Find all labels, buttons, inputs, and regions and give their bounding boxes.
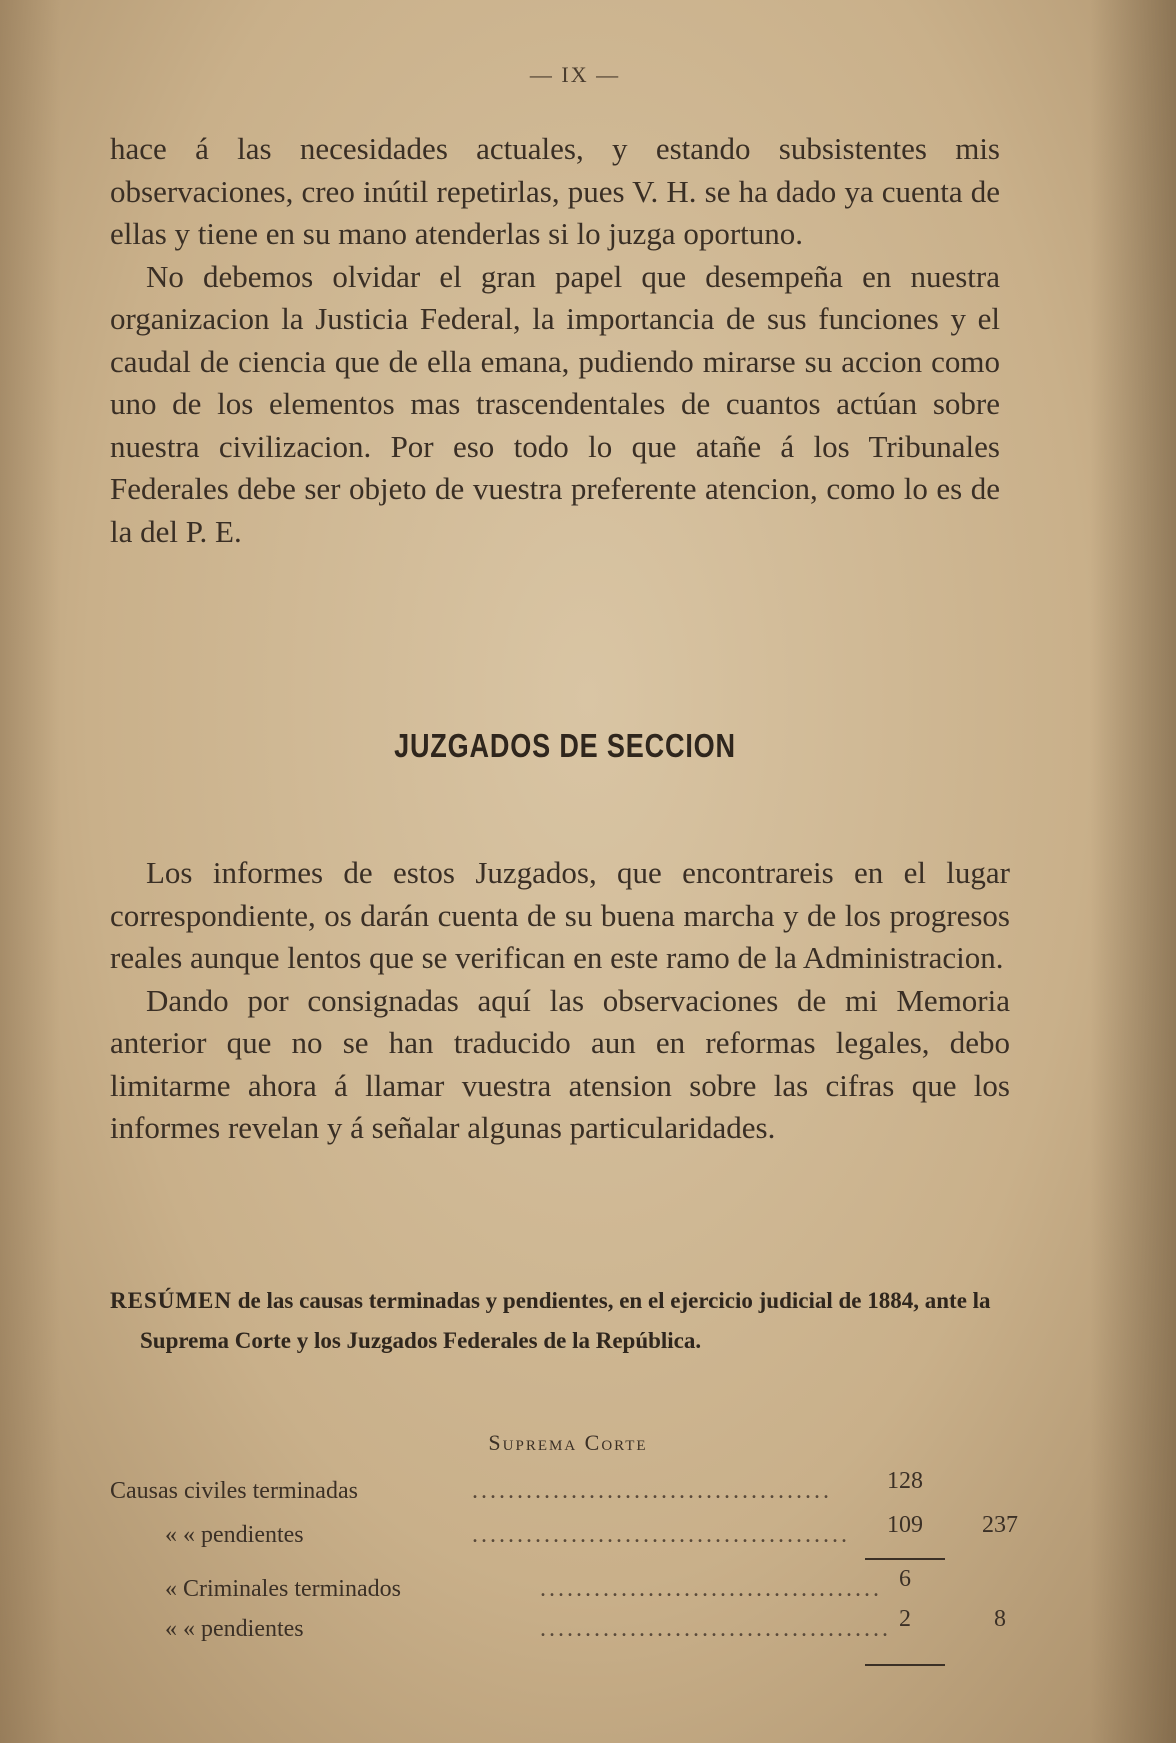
- row-label: « « pendientes: [165, 1616, 304, 1642]
- row-total: 8: [994, 1606, 1006, 1632]
- row-leader: ......................................: [540, 1576, 882, 1602]
- text-block-section: [110, 852, 1010, 1150]
- row-total: 237: [982, 1512, 1018, 1538]
- paragraph: No debemos olvidar el gran papel que desempeña en nuestra organizacion la Justicia Federal, la importancia de sus funciones y el caudal de ciencia que de ella emana, pudiendo mirarse su accion como uno de los elementos mas trascendentales de cuantos actúan sobre nuestra civilizacion. Por eso todo lo que atañe á los Tribunales Federales debe ser objeto de vuestra preferente atencion, como lo es de la del P. E.: [110, 258, 1000, 549]
- section-heading: JUZGADOS DE SECCION: [394, 727, 736, 764]
- text-block-top: [110, 128, 1000, 553]
- row-leader: ..........................................: [472, 1522, 850, 1548]
- cases-table: [110, 1468, 1030, 1644]
- paragraph: Dando por consignadas aquí las observaciones de mi Memoria anterior que no se han traducido aun en reformas legales, debo limitarme ahora á llamar vuestra atension sobre las cifras que los informes revelan y á señalar algunas particularidades.: [110, 982, 1010, 1145]
- paragraph: hace á las necesidades actuales, y estando subsistentes mis observaciones, creo inútil repetirlas, pues V. H. se ha dado ya cuenta de ellas y tiene en su mano atenderlas si lo juzga oportuno.: [110, 131, 1000, 251]
- page-number: — IX —: [529, 62, 621, 87]
- row-value: 109: [887, 1512, 923, 1538]
- row-label: Causas civiles terminadas: [110, 1478, 358, 1504]
- table-row: [110, 1512, 1030, 1556]
- table-row: [110, 1468, 1030, 1512]
- sum-rule: [865, 1558, 945, 1560]
- row-label: « « pendientes: [165, 1522, 304, 1548]
- summary-caption: [110, 1281, 1050, 1361]
- row-leader: ........................................: [472, 1478, 832, 1504]
- paragraph: Los informes de estos Juzgados, que encontrareis en el lugar correspondiente, os darán cuenta de su buena marcha y de los progresos reales aunque lentos que se verifican en este ramo de la Administracion.: [110, 855, 1010, 975]
- row-leader: .......................................: [540, 1616, 891, 1642]
- table-subheading: Suprema Corte: [488, 1430, 648, 1455]
- table-row: [110, 1606, 1030, 1650]
- summary-text: de las causas terminadas y pendientes, en el ejercicio judicial de 1884, ante la Suprema Corte y los Juzgados Federales de la República.: [140, 1288, 991, 1353]
- row-value: 128: [887, 1468, 923, 1494]
- summary-lead: RESÚMEN: [110, 1288, 233, 1313]
- row-label: « Criminales terminados: [165, 1576, 401, 1602]
- sum-rule: [865, 1664, 945, 1666]
- row-value: 2: [899, 1606, 911, 1632]
- row-value: 6: [899, 1566, 911, 1592]
- table-row: [110, 1566, 1030, 1610]
